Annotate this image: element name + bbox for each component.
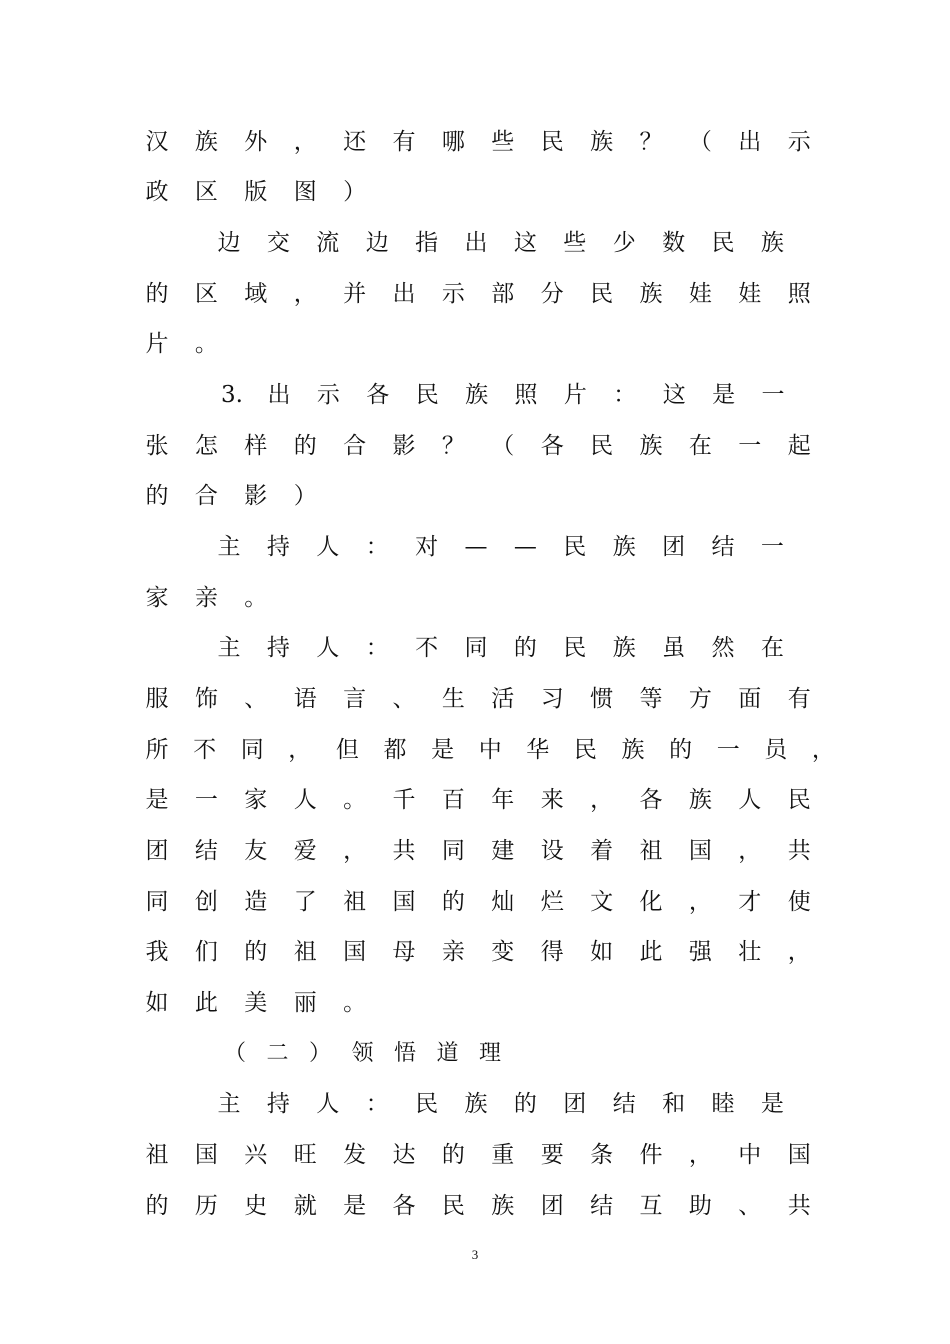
text-char: 持 <box>266 534 290 560</box>
text-char: 饰 <box>194 686 218 712</box>
text-char: 边 <box>365 230 389 256</box>
text-char: 强 <box>688 939 712 965</box>
text-char: 族 <box>491 1193 515 1219</box>
text-char: 国 <box>787 1142 811 1168</box>
text-char: 了 <box>293 889 317 915</box>
text-char: 设 <box>540 838 564 864</box>
text-char: 是 <box>145 787 169 813</box>
text-char: 外 <box>244 129 268 155</box>
text-char: 是 <box>343 1193 367 1219</box>
text-line <box>0 324 950 364</box>
text-char: 照 <box>514 382 538 408</box>
text-char: 有 <box>392 129 416 155</box>
text-line <box>0 172 950 212</box>
text-line <box>0 983 950 1023</box>
text-char: 张 <box>145 433 169 459</box>
text-char: 合 <box>194 483 218 509</box>
text-char: 合 <box>343 433 367 459</box>
text-char: 言 <box>343 686 367 712</box>
text-line <box>0 426 950 466</box>
text-char: ） <box>293 483 317 509</box>
text-char: 华 <box>526 737 550 763</box>
text-char: ， <box>293 281 317 307</box>
text-char: ， <box>688 1142 712 1168</box>
text-char: 的 <box>441 1142 465 1168</box>
text-char: 我 <box>145 939 169 965</box>
text-line <box>0 932 950 972</box>
text-char: 族 <box>612 635 636 661</box>
text-char: ， <box>590 787 614 813</box>
text-char: 人 <box>316 1091 340 1117</box>
text-char: 一 <box>194 787 218 813</box>
text-char: 面 <box>738 686 762 712</box>
text-char: 持 <box>266 635 290 661</box>
text-char: ， <box>811 737 835 763</box>
text-char: 共 <box>787 838 811 864</box>
text-char: 片 <box>145 331 169 357</box>
text-char: 的 <box>513 1091 537 1117</box>
text-char: 政 <box>145 179 169 205</box>
text-line <box>0 679 950 719</box>
text-char: 。 <box>343 787 367 813</box>
text-char: 图 <box>293 179 317 205</box>
text-char: 的 <box>513 635 537 661</box>
text-char: ： <box>365 1091 389 1117</box>
text-char: 爱 <box>293 838 317 864</box>
text-char: 的 <box>145 1193 169 1219</box>
text-char: 就 <box>293 1193 317 1219</box>
text-char: 对 <box>415 534 439 560</box>
text-char: 此 <box>639 939 663 965</box>
text-char: ， <box>288 737 312 763</box>
text-char: 是 <box>760 1091 784 1117</box>
text-line <box>0 1034 950 1074</box>
text-line <box>0 476 950 516</box>
text-char: 重 <box>491 1142 515 1168</box>
text-char: 数 <box>662 230 686 256</box>
text-char: ） <box>308 1041 331 1066</box>
text-char: 领 <box>351 1041 374 1066</box>
text-char: 这 <box>662 382 686 408</box>
text-char: 文 <box>590 889 614 915</box>
text-char: 如 <box>145 990 169 1016</box>
text-char: 照 <box>787 281 811 307</box>
text-char: 示 <box>441 281 465 307</box>
text-char: 不 <box>415 635 439 661</box>
text-char: 壮 <box>738 939 762 965</box>
text-char: 结 <box>590 1193 614 1219</box>
text-char: 变 <box>491 939 515 965</box>
text-char: 流 <box>316 230 340 256</box>
text-char: 友 <box>244 838 268 864</box>
text-char: 如 <box>590 939 614 965</box>
text-line <box>0 1084 950 1124</box>
text-char: 中 <box>738 1142 762 1168</box>
text-char: 并 <box>343 281 367 307</box>
text-char: 族 <box>621 737 645 763</box>
text-char: 同 <box>240 737 264 763</box>
text-char: 部 <box>491 281 515 307</box>
text-line <box>0 122 950 162</box>
text-line <box>0 1135 950 1175</box>
text-char: ？ <box>441 433 465 459</box>
text-char: 要 <box>540 1142 564 1168</box>
text-char: 才 <box>738 889 762 915</box>
text-char: 共 <box>392 838 416 864</box>
text-char: 在 <box>760 635 784 661</box>
text-char: 人 <box>316 534 340 560</box>
text-char: 团 <box>145 838 169 864</box>
text-char: 民 <box>441 1193 465 1219</box>
text-char: 美 <box>244 990 268 1016</box>
text-char: 亲 <box>441 939 465 965</box>
text-char: 着 <box>590 838 614 864</box>
text-char: 、 <box>244 686 268 712</box>
text-char: 娃 <box>738 281 762 307</box>
text-char: 理 <box>478 1041 501 1066</box>
text-char: 在 <box>688 433 712 459</box>
text-char: 中 <box>478 737 502 763</box>
text-char: 都 <box>383 737 407 763</box>
text-char: 兴 <box>244 1142 268 1168</box>
text-char: 母 <box>392 939 416 965</box>
text-char: 主 <box>217 534 241 560</box>
text-line <box>0 882 950 922</box>
text-line <box>0 274 950 314</box>
text-char: 语 <box>293 686 317 712</box>
text-line <box>0 375 950 415</box>
text-char: 互 <box>639 1193 663 1219</box>
text-char: 是 <box>431 737 455 763</box>
text-char: 史 <box>244 1193 268 1219</box>
text-char: ） <box>343 179 367 205</box>
text-char: 族 <box>465 382 489 408</box>
text-char: ？ <box>639 129 663 155</box>
text-char: 区 <box>194 179 218 205</box>
text-char: 出 <box>738 129 762 155</box>
text-char: 服 <box>145 686 169 712</box>
text-char: — <box>464 534 488 560</box>
text-char: 年 <box>491 787 515 813</box>
text-char: 虽 <box>662 635 686 661</box>
text-char: 丽 <box>293 990 317 1016</box>
text-char: 活 <box>491 686 515 712</box>
text-char: 等 <box>639 686 663 712</box>
text-char: 人 <box>738 787 762 813</box>
text-char: 达 <box>392 1142 416 1168</box>
text-char: 族 <box>688 787 712 813</box>
text-char: 件 <box>639 1142 663 1168</box>
text-char: 出 <box>464 230 488 256</box>
text-char: 主 <box>217 1091 241 1117</box>
text-char: 域 <box>244 281 268 307</box>
text-line <box>0 628 950 668</box>
text-char: 祖 <box>293 939 317 965</box>
text-char: 得 <box>540 939 564 965</box>
text-char: 、 <box>392 686 416 712</box>
text-char: 族 <box>194 129 218 155</box>
text-char: （ <box>491 433 515 459</box>
text-char: 些 <box>491 129 515 155</box>
text-char: 结 <box>194 838 218 864</box>
text-char: 、 <box>738 1193 762 1219</box>
text-char: 人 <box>316 635 340 661</box>
text-char: 创 <box>194 889 218 915</box>
text-char: 哪 <box>441 129 465 155</box>
text-char: 民 <box>590 281 614 307</box>
text-char: 团 <box>662 534 686 560</box>
text-char: 族 <box>639 433 663 459</box>
text-char: ： <box>365 534 389 560</box>
text-char: 生 <box>441 686 465 712</box>
text-char: 同 <box>145 889 169 915</box>
text-char: 祖 <box>639 838 663 864</box>
text-char: 结 <box>612 1091 636 1117</box>
text-char: 但 <box>335 737 359 763</box>
text-char: 悟 <box>393 1041 416 1066</box>
text-char: 来 <box>540 787 564 813</box>
text-char: 还 <box>343 129 367 155</box>
text-char: 所 <box>145 737 169 763</box>
text-char: 分 <box>540 281 564 307</box>
text-char: 方 <box>688 686 712 712</box>
text-char: ， <box>688 889 712 915</box>
text-char: 影 <box>392 433 416 459</box>
text-char: 的 <box>669 737 693 763</box>
text-char: 民 <box>590 433 614 459</box>
text-char: 示 <box>316 382 340 408</box>
text-char: — <box>513 534 537 560</box>
text-char: 旺 <box>293 1142 317 1168</box>
text-char: 历 <box>194 1193 218 1219</box>
text-char: ， <box>787 939 811 965</box>
text-char: 助 <box>688 1193 712 1219</box>
text-char: 族 <box>590 129 614 155</box>
text-char: 族 <box>612 534 636 560</box>
text-char: ， <box>293 129 317 155</box>
text-char: 族 <box>639 281 663 307</box>
text-char: 起 <box>787 433 811 459</box>
text-char: 建 <box>491 838 515 864</box>
text-char: 少 <box>612 230 636 256</box>
text-char: 边 <box>217 230 241 256</box>
text-char: 。 <box>194 331 218 357</box>
text-char: 习 <box>540 686 564 712</box>
text-char: （ <box>688 129 712 155</box>
text-char: 造 <box>244 889 268 915</box>
page-number: 3 <box>471 1247 479 1262</box>
text-char: 民 <box>415 1091 439 1117</box>
text-char: 出 <box>267 382 291 408</box>
text-char: 祖 <box>343 889 367 915</box>
text-char: 亲 <box>194 585 218 611</box>
text-char: 各 <box>366 382 390 408</box>
text-char: 版 <box>244 179 268 205</box>
text-line <box>0 780 950 820</box>
text-char: 条 <box>590 1142 614 1168</box>
text-char: 结 <box>711 534 735 560</box>
text-char: 国 <box>688 838 712 864</box>
text-char: 此 <box>194 990 218 1016</box>
text-char: 区 <box>194 281 218 307</box>
text-char: 有 <box>787 686 811 712</box>
text-char: 员 <box>764 737 788 763</box>
text-char: 家 <box>244 787 268 813</box>
text-char: 交 <box>266 230 290 256</box>
text-char: 化 <box>639 889 663 915</box>
text-char: 示 <box>787 129 811 155</box>
text-char: 主 <box>217 635 241 661</box>
text-char: 族 <box>464 1091 488 1117</box>
text-char: ， <box>343 838 367 864</box>
text-char: 的 <box>441 889 465 915</box>
text-char: 家 <box>145 585 169 611</box>
text-char: 共 <box>787 1193 811 1219</box>
text-char: 惯 <box>590 686 614 712</box>
text-char: 的 <box>145 281 169 307</box>
text-char: 民 <box>711 230 735 256</box>
text-char: 。 <box>343 990 367 1016</box>
text-char: 祖 <box>145 1142 169 1168</box>
text-char: ： <box>613 382 637 408</box>
text-char: 百 <box>441 787 465 813</box>
text-char: 团 <box>563 1091 587 1117</box>
text-char: 娃 <box>688 281 712 307</box>
text-char: 一 <box>716 737 740 763</box>
text-char: 同 <box>464 635 488 661</box>
text-char: 族 <box>760 230 784 256</box>
text-char: 的 <box>293 433 317 459</box>
text-char: 们 <box>194 939 218 965</box>
text-char: 灿 <box>491 889 515 915</box>
text-char: 一 <box>760 534 784 560</box>
text-char: 团 <box>540 1193 564 1219</box>
text-char: 些 <box>563 230 587 256</box>
text-char: 千 <box>392 787 416 813</box>
text-char: 片 <box>563 382 587 408</box>
text-char: 汉 <box>145 129 169 155</box>
text-char: 一 <box>738 433 762 459</box>
text-char: 国 <box>392 889 416 915</box>
text-char: 烂 <box>540 889 564 915</box>
text-char: 样 <box>244 433 268 459</box>
text-char: 一 <box>761 382 785 408</box>
text-char: 指 <box>415 230 439 256</box>
text-char: 不 <box>193 737 217 763</box>
text-char: 民 <box>573 737 597 763</box>
text-char: ， <box>738 838 762 864</box>
text-char: 的 <box>244 939 268 965</box>
text-char: 影 <box>244 483 268 509</box>
text-char: 同 <box>441 838 465 864</box>
text-char: ： <box>365 635 389 661</box>
text-char: 民 <box>787 787 811 813</box>
text-char: 人 <box>293 787 317 813</box>
text-char: 。 <box>244 585 268 611</box>
text-char: 然 <box>711 635 735 661</box>
text-char: 国 <box>343 939 367 965</box>
text-line <box>0 730 950 770</box>
text-char: 睦 <box>711 1091 735 1117</box>
text-char: 二 <box>266 1041 289 1066</box>
text-char: 这 <box>513 230 537 256</box>
text-char: 出 <box>392 281 416 307</box>
text-line <box>0 1186 950 1226</box>
text-char: （ <box>223 1041 246 1066</box>
text-char: 3. <box>221 382 243 408</box>
text-char: 民 <box>540 129 564 155</box>
text-char: 的 <box>145 483 169 509</box>
text-char: 各 <box>392 1193 416 1219</box>
text-char: 和 <box>662 1091 686 1117</box>
text-char: 发 <box>343 1142 367 1168</box>
text-line <box>0 578 950 618</box>
text-char: 使 <box>787 889 811 915</box>
text-line <box>0 527 950 567</box>
text-char: 各 <box>639 787 663 813</box>
text-char: 是 <box>712 382 736 408</box>
text-char: 各 <box>540 433 564 459</box>
text-line <box>0 831 950 871</box>
text-char: 怎 <box>194 433 218 459</box>
text-line <box>0 223 950 263</box>
text-char: 持 <box>266 1091 290 1117</box>
text-char: 国 <box>194 1142 218 1168</box>
text-char: 道 <box>436 1041 459 1066</box>
text-char: 民 <box>563 635 587 661</box>
text-char: 民 <box>415 382 439 408</box>
text-char: 民 <box>563 534 587 560</box>
